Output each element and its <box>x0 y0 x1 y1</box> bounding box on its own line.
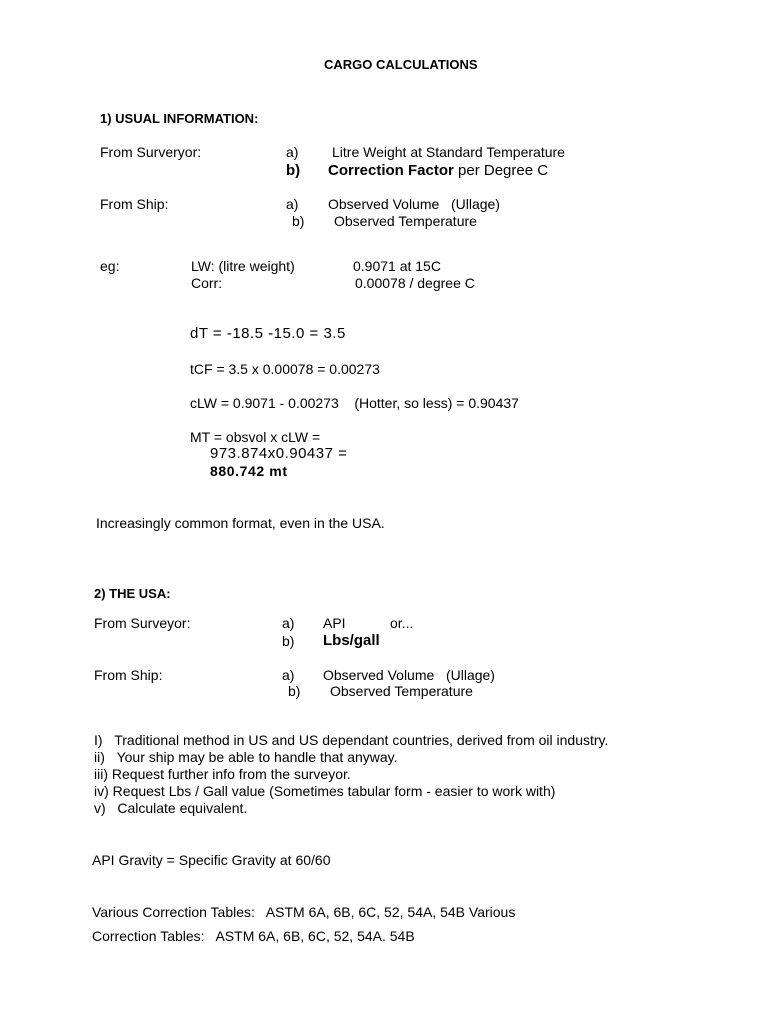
ship-b-marker: b) <box>292 213 305 229</box>
mt-calculation: 973.874x0.90437 = <box>210 445 348 462</box>
ship-label: From Ship: <box>100 196 169 212</box>
usa-surveyor-b-marker: b) <box>282 633 295 649</box>
correction-tables-line-1: Various Correction Tables: ASTM 6A, 6B, 6C, 52, 54A, 54B Various <box>92 904 516 920</box>
usa-surveyor-a-marker: a) <box>282 615 295 631</box>
lw-value: 0.9071 at 15C <box>353 258 441 274</box>
correction-factor-unit: per Degree C <box>458 162 549 179</box>
usa-ship-a-text: Observed Volume (Ullage) <box>323 667 495 683</box>
list-marker: iv) <box>94 783 109 799</box>
correction-factor-term: Correction Factor <box>328 162 454 179</box>
surveyor-a-text: Litre Weight at Standard Temperature <box>332 144 565 160</box>
list-text: Traditional method in US and US dependant countries, derived from oil industry. <box>114 732 609 748</box>
usa-surveyor-label: From Surveyor: <box>94 615 191 631</box>
list-text: Request Lbs / Gall value (Sometimes tabular form - easier to work with) <box>112 783 556 799</box>
list-marker: v) <box>94 800 106 816</box>
usa-ship-b-text: Observed Temperature <box>330 683 473 699</box>
correction-tables-line-2: Correction Tables: ASTM 6A, 6B, 6C, 52, 54A. 54B <box>92 928 415 944</box>
usa-surveyor-b-text: Lbs/gall <box>323 632 380 649</box>
list-text: Calculate equivalent. <box>117 800 248 816</box>
usa-ship-a-marker: a) <box>282 667 295 683</box>
tcf-formula: tCF = 3.5 x 0.00078 = 0.00273 <box>190 361 380 377</box>
clw-formula: cLW = 0.9071 - 0.00273 (Hotter, so less) = 0.90437 <box>190 395 519 411</box>
usa-ship-b-marker: b) <box>288 683 301 699</box>
ship-a-text: Observed Volume (Ullage) <box>328 196 500 212</box>
section1-heading: 1) USUAL INFORMATION: <box>100 111 259 126</box>
lw-label: LW: (litre weight) <box>191 258 295 274</box>
surveyor-b-line <box>328 162 548 179</box>
format-note: Increasingly common format, even in the USA. <box>96 515 385 531</box>
list-item <box>94 800 247 817</box>
usa-ship-label: From Ship: <box>94 667 163 683</box>
ship-a-marker: a) <box>286 196 299 212</box>
usa-surveyor-a-or: or... <box>390 615 414 631</box>
list-item <box>94 732 608 749</box>
usa-surveyor-a-text: API <box>323 615 346 631</box>
list-item <box>94 766 351 783</box>
page-title: CARGO CALCULATIONS <box>324 57 478 72</box>
eg-label: eg: <box>100 258 120 274</box>
list-item <box>94 783 555 800</box>
list-text: Your ship may be able to handle that anyway. <box>116 749 398 765</box>
list-marker: iii) <box>94 766 108 782</box>
api-gravity-line: API Gravity = Specific Gravity at 60/60 <box>92 852 331 868</box>
list-text: Request further info from the surveyor. <box>111 766 351 782</box>
ship-b-text: Observed Temperature <box>334 213 477 229</box>
list-marker: ii) <box>94 749 105 765</box>
section2-heading: 2) THE USA: <box>94 586 171 601</box>
surveyor-b-marker: b) <box>286 162 301 179</box>
mt-result: 880.742 mt <box>210 463 288 479</box>
surveyor-a-marker: a) <box>286 144 299 160</box>
dt-formula: dT = -18.5 -15.0 = 3.5 <box>190 325 346 342</box>
corr-label: Corr: <box>191 275 223 291</box>
list-item <box>94 749 398 766</box>
mt-formula: MT = obsvol x cLW = <box>190 429 321 445</box>
corr-value: 0.00078 / degree C <box>355 275 475 291</box>
surveyor-label: From Surveryor: <box>100 144 202 160</box>
list-marker: I) <box>94 732 103 748</box>
